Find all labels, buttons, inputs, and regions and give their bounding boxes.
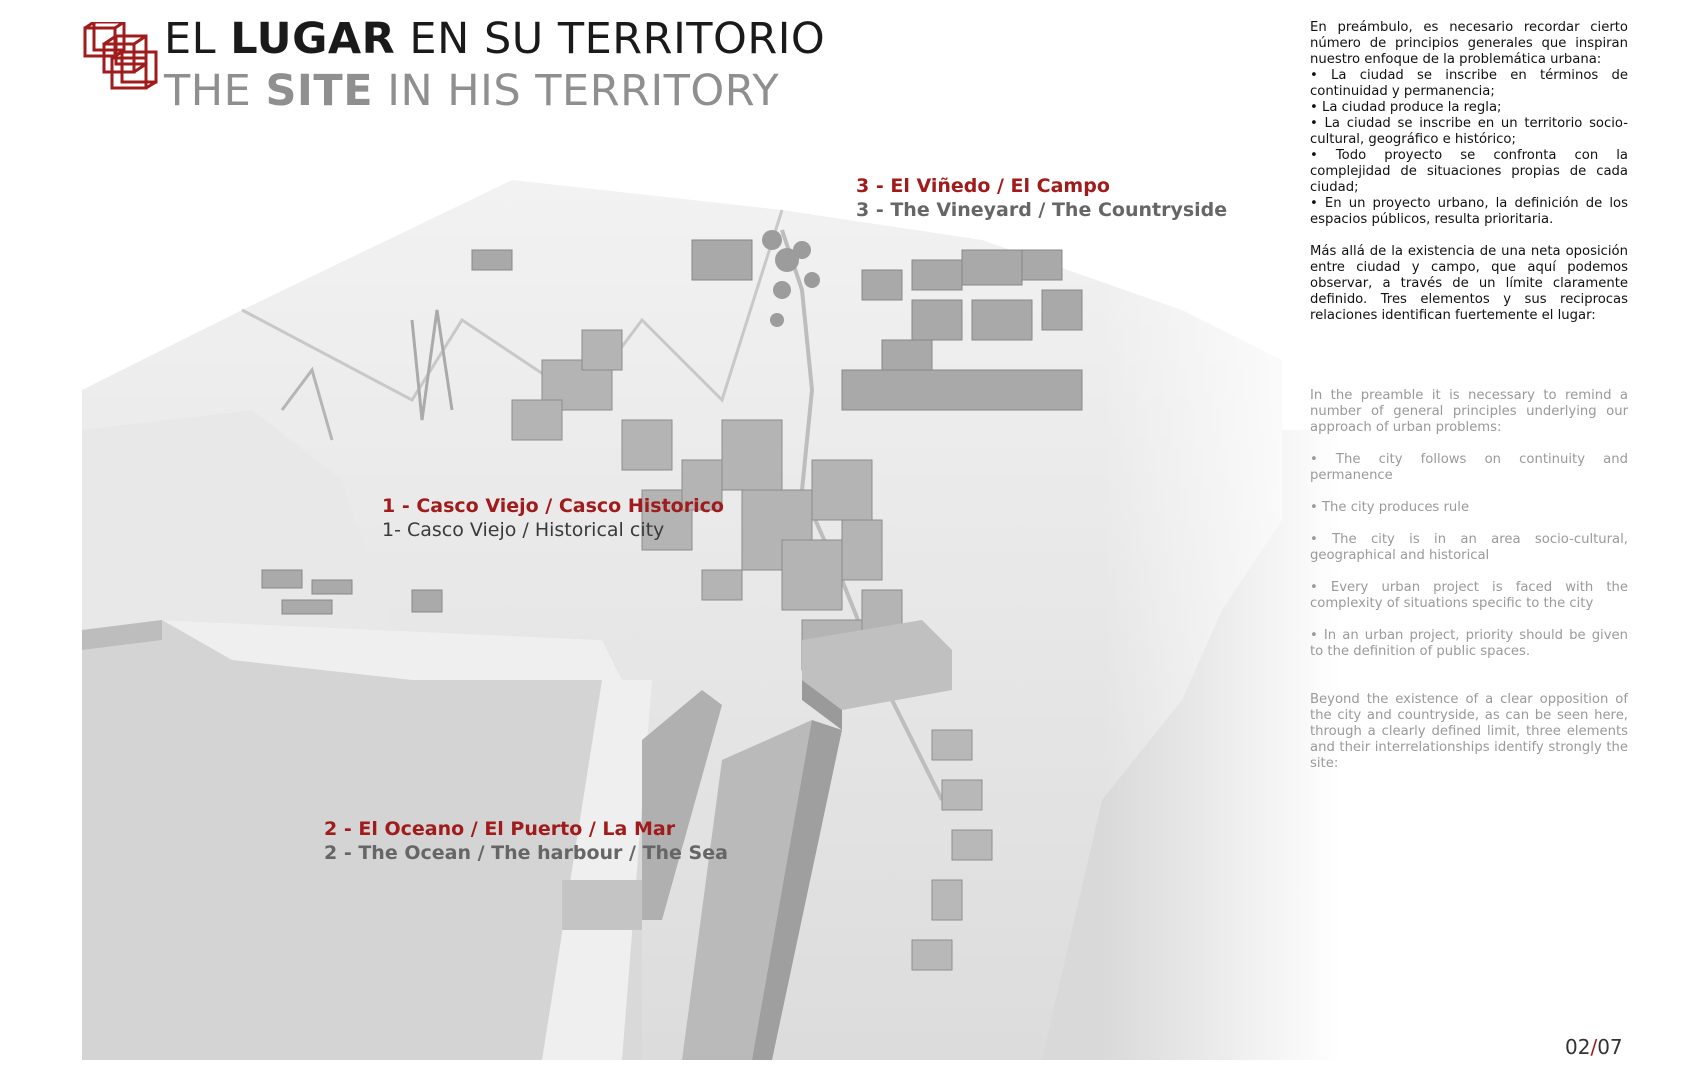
sidebar-es-item: • En un proyecto urbano, la definición de los espacios públicos, resulta prioritaria. (1310, 196, 1628, 227)
sidebar-es-close: Más allá de la existencia de una neta oposición entre ciudad y campo, que aquí podemos observar, a través de un límite claramente definido. Tres elementos y sus reciprocas relaciones identifican fuertemente el lugar: (1310, 244, 1628, 323)
label-old-town: 1 - Casco Viejo / Casco Historico 1- Casco Viejo / Historical city (382, 495, 724, 541)
sidebar-es-intro: En preámbulo, es necesario recordar cierto número de principios generales que inspiran nuestro enfoque de la problemática urbana: (1310, 20, 1628, 67)
title-english: THE SITE IN HIS TERRITORY (164, 66, 780, 116)
sidebar-es-item: • La ciudad se inscribe en un territorio socio-cultural, geográfico e histórico; (1310, 116, 1628, 147)
sidebar-en-item: • Every urban project is faced with the complexity of situations specific to the city (1310, 580, 1628, 611)
logo-cubes-icon (82, 22, 158, 90)
site-massing-model (82, 160, 1342, 1060)
sidebar-en-item: • In an urban project, priority should be given to the definition of public spaces. (1310, 628, 1628, 659)
sidebar-es-item: • Todo proyecto se confronta con la complejidad de situaciones propias de cada ciudad; (1310, 148, 1628, 195)
sidebar-es-item: • La ciudad produce la regla; (1310, 100, 1502, 115)
sidebar-en-item: • The city produces rule (1310, 500, 1470, 515)
label-vineyard: 3 - El Viñedo / El Campo 3 - The Vineyard / The Countryside (856, 175, 1228, 221)
sidebar-en-item: • The city is in an area socio-cultural, geographical and historical (1310, 532, 1628, 563)
page-number: 02/07 (1565, 1035, 1623, 1059)
sidebar-es-item: • La ciudad se inscribe en términos de continuidad y permanencia; (1310, 68, 1628, 99)
sidebar-en-intro: In the preamble it is necessary to remind a number of general principles underlying our approach of urban problems: (1310, 388, 1628, 435)
label-ocean: 2 - El Oceano / El Puerto / La Mar 2 - The Ocean / The harbour / The Sea (324, 818, 728, 864)
sidebar-text (1310, 20, 1628, 772)
title-spanish: EL LUGAR EN SU TERRITORIO (164, 14, 826, 64)
sidebar-en-close: Beyond the existence of a clear opposition of the city and countryside, as can be seen here, through a clearly defined limit, three elements and their interrelationships identify strongly the site: (1310, 692, 1628, 771)
sidebar-en-item: • The city follows on continuity and permanence (1310, 452, 1628, 483)
